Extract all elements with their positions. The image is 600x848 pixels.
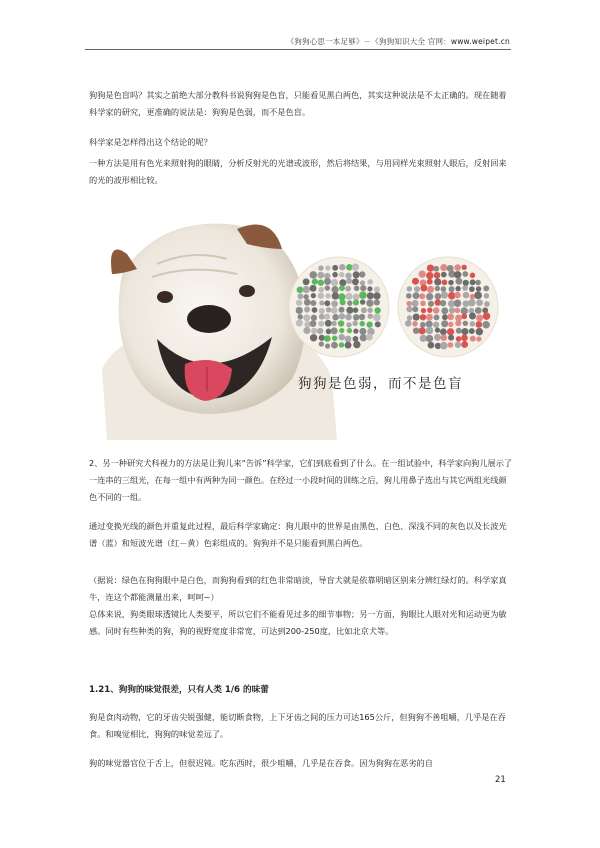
color-plate-left bbox=[289, 257, 389, 357]
header-title: 《狗狗心思一本足够》－《狗狗知识大全 官网： bbox=[286, 37, 451, 46]
dog-figure bbox=[97, 219, 507, 440]
header-rule bbox=[85, 49, 511, 50]
paragraph-2: 科学家是怎样得出这个结论的呢？ bbox=[89, 137, 212, 147]
page-header bbox=[0, 36, 510, 47]
paragraph-1: 狗狗是色盲吗？其实之前绝大部分教科书说狗狗是色盲，只能看见黑白两色，其实这种说法是不太正确的。现在随着科学家的研究，更准确的说法是：狗狗是色弱，而不是色盲。 bbox=[89, 90, 507, 117]
figure-caption: 狗狗是色弱，而不是色盲 bbox=[298, 376, 463, 392]
paragraph-5: 通过变换光线的颜色并重复此过程，最后科学家确定：狗儿眼中的世界是由黑色、白色、深浅不同的灰色以及长波光谱（蓝）和短波光谱（红－黄）色彩组成的。狗狗并不是只能看到黑白两色。 bbox=[89, 521, 507, 548]
paragraph-3: 一种方法是用有色光来照射狗的眼睛，分析反射光的光谱或波形，然后将结果，与用同样光束照射人眼后，反射回来的光的波形相比较。 bbox=[89, 158, 507, 185]
paragraph-4: 2、另一种研究犬科视力的方法是让狗儿来“告诉”科学家，它们到底看到了什么。在一组试验中，科学家向狗儿展示了一连串的三组光，在每一组中有两种为同一颜色。在经过一小段时间的训练之后，狗儿用鼻子选出与其它两组光线颜色不同的一组。 bbox=[89, 458, 513, 502]
page-number: 21 bbox=[495, 775, 506, 785]
paragraph-8: 狗是食肉动物，它的牙齿尖锐强健，能切断食物，上下牙齿之间的压力可达165公斤，但狗狗不善咀嚼，几乎是在吞食。和嗅觉相比，狗狗的味觉差远了。 bbox=[89, 712, 506, 739]
dog-illustration bbox=[97, 219, 507, 440]
section-heading: 1.21、狗狗的味觉很差，只有人类 1/6 的味蕾 bbox=[89, 685, 269, 695]
color-plate-right bbox=[398, 257, 498, 357]
paragraph-7: 总体来说，狗类眼球透镜比人类要平，所以它们不能看见过多的细节事物；另一方面，狗眼比人眼对光和运动更为敏感。同时有些种类的狗，狗的视野宽度非常宽，可达到200-250度，比如北京犬等。 bbox=[89, 609, 507, 636]
paragraph-6: （据说：绿色在狗狗眼中是白色，而狗狗看到的红色非常暗淡，导盲犬就是依靠明暗区别来分辨红绿灯的。科学家真牛，连这个都能测量出来，呵呵~） bbox=[89, 575, 507, 602]
header-url: www.weipet.cn bbox=[450, 37, 510, 46]
paragraph-9: 狗的味觉器官位于舌上，但很迟钝。吃东西时，很少咀嚼，几乎是在吞食。因为狗狗在恶劣的自 bbox=[89, 758, 433, 768]
